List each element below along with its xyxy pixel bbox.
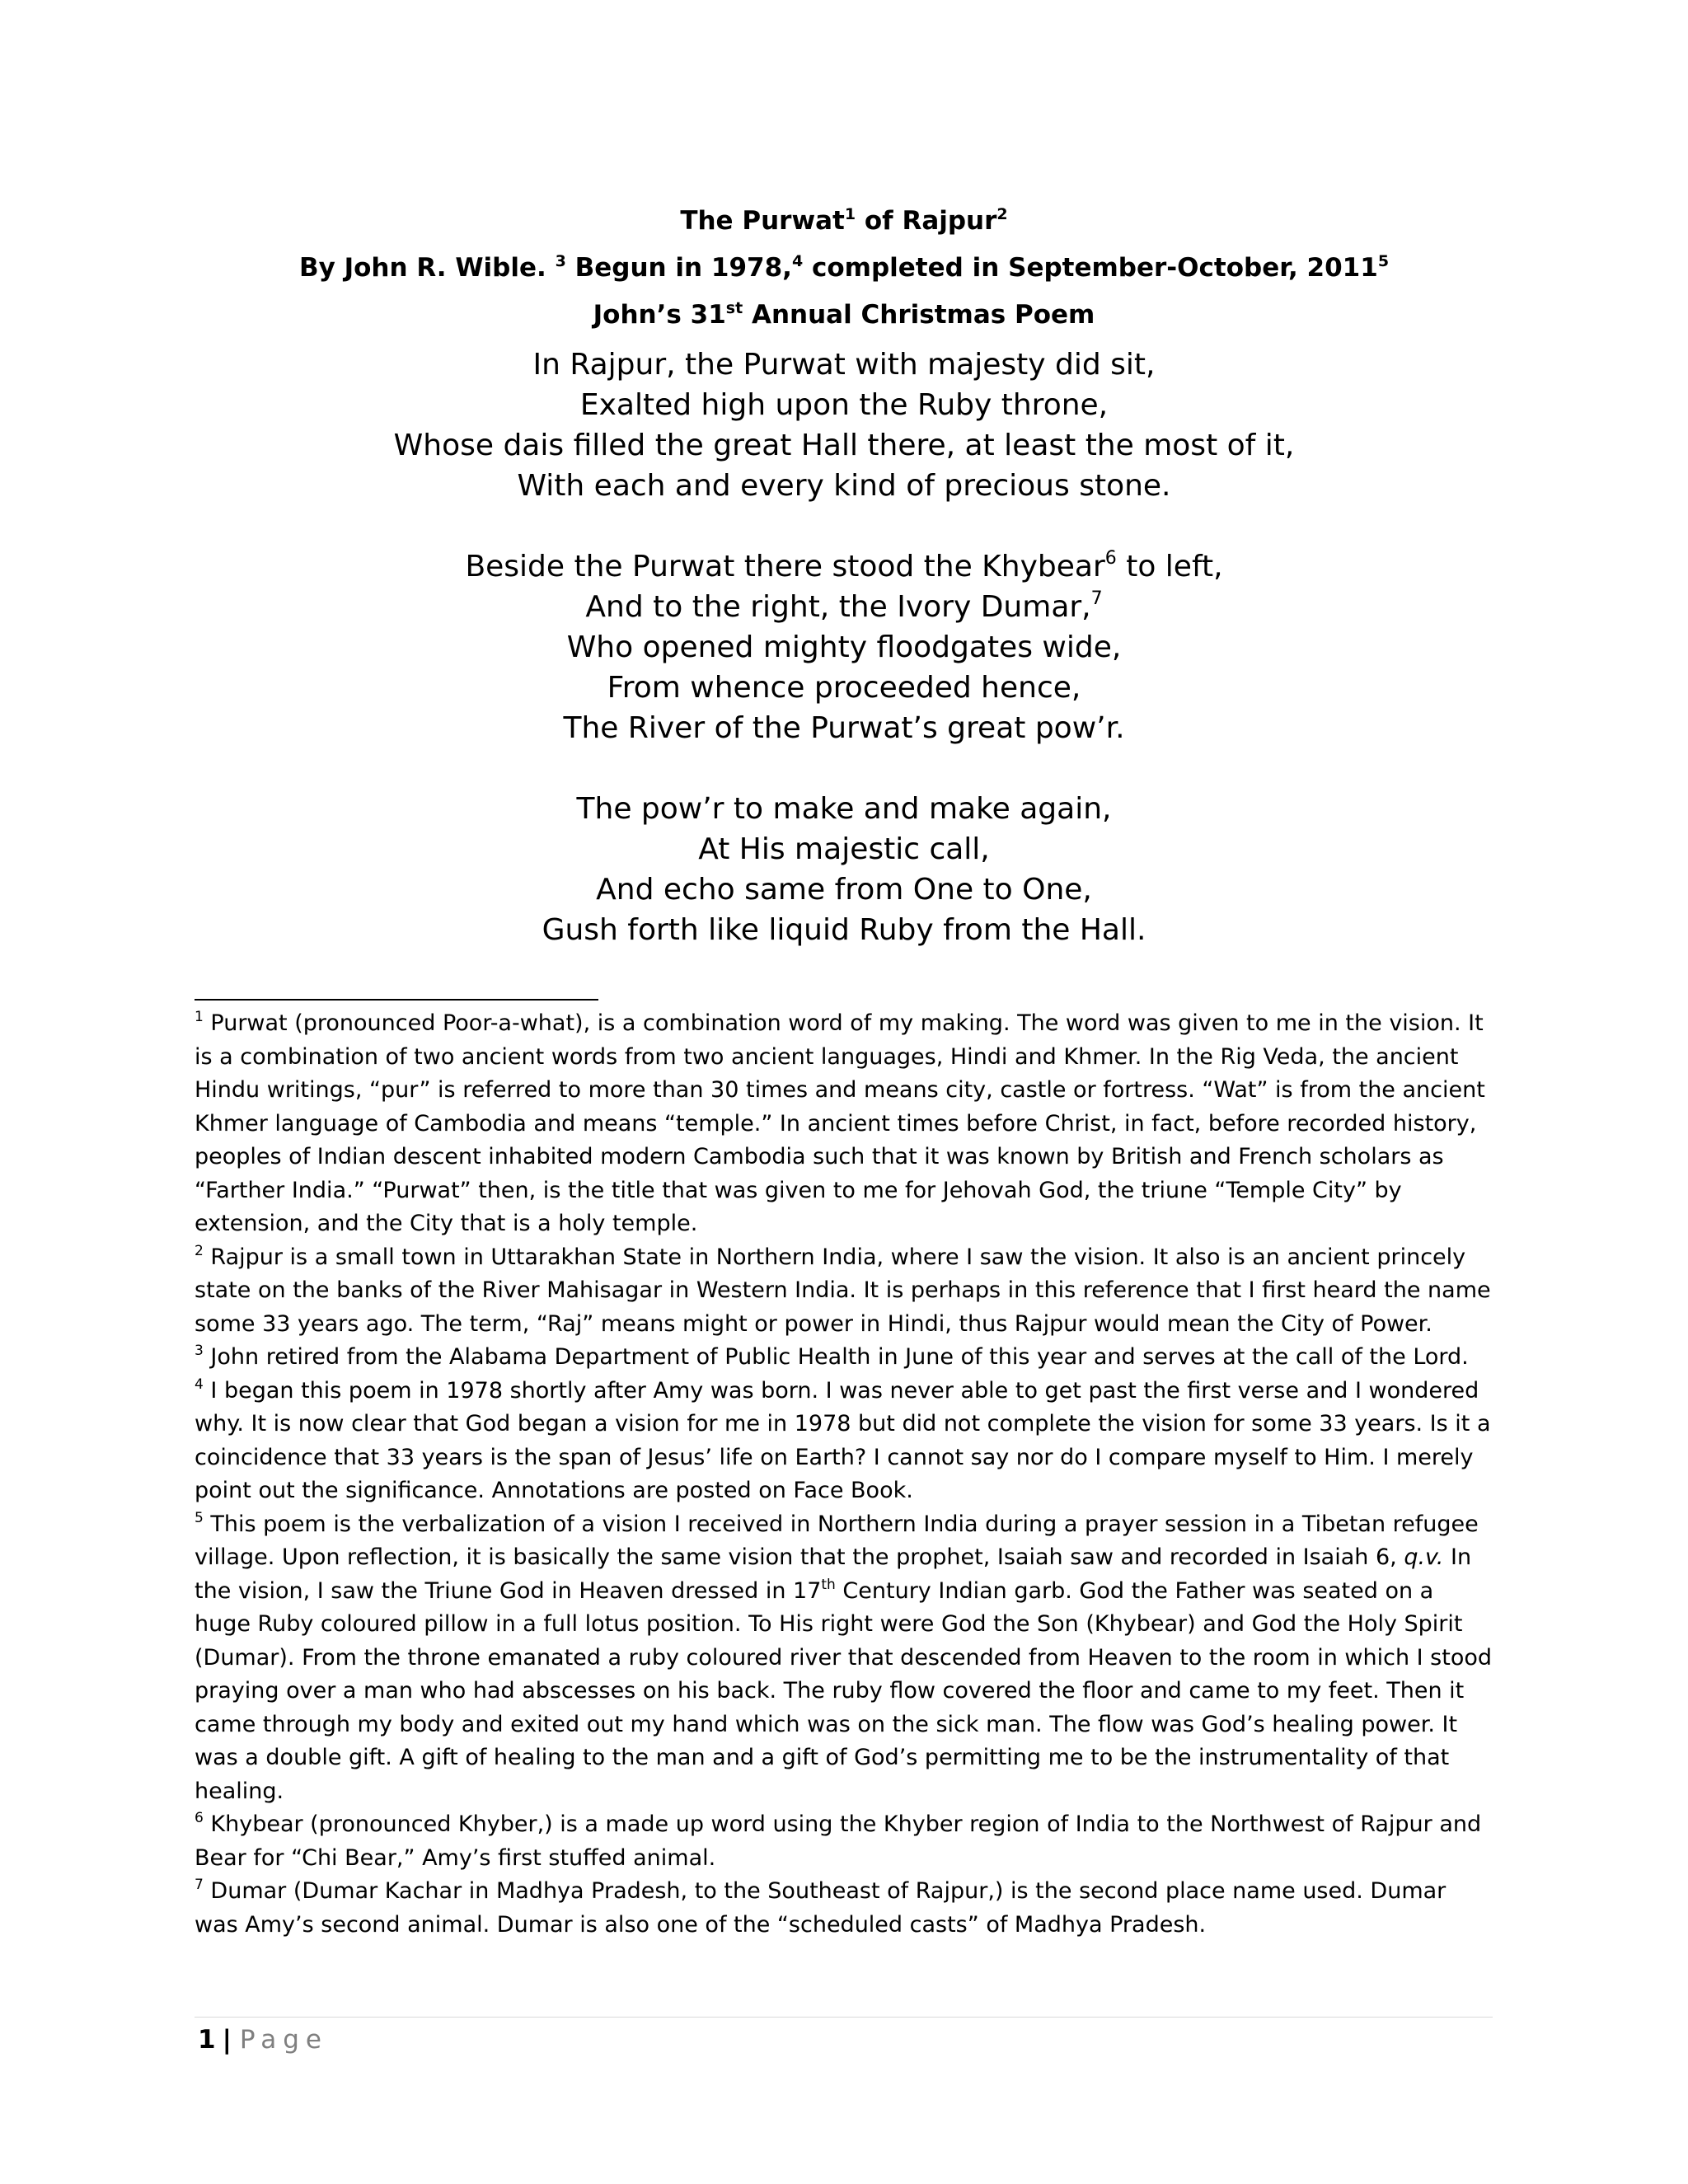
verse-line: Whose dais filled the great Hall there, at least the most of it, bbox=[393, 429, 1295, 462]
footnote-number: 6 bbox=[195, 1810, 204, 1826]
poem-body bbox=[0, 344, 1688, 991]
title-block bbox=[0, 198, 1688, 339]
footnote-number: 3 bbox=[195, 1343, 204, 1359]
page-label: Page bbox=[239, 2025, 328, 2055]
footnote-2: $^2$ Rajpur is a small town in Uttarakhan State in Northern India, where I saw the vision. It also is an ancient princely state on the banks of the River Mahisagar in Western India. It is perhaps in this reference that I first heard the name some 33 years ago. The term, “Raj” means might or power in Hindi, thus Rajpur would mean the City of Power. bbox=[195, 1242, 1491, 1337]
subtitle: John’s 31st Annual Christmas Poem bbox=[593, 299, 1095, 330]
footnote-4: $^4$ I began this poem in 1978 shortly after Amy was born. I was never able to get past the first verse and I wondered why. It is now clear that God began a vision for me in 1978 but did not complete the vision for some 33 years. Is it a coincidence that 33 years is the span of Jesus’ life on Earth? I cannot say nor do I compare myself to Him. I merely point out the significance. Annotations are posted on Face Book. bbox=[195, 1376, 1491, 1503]
page-number: 1 bbox=[198, 2025, 216, 2055]
poem-title: The Purwat$^1$ of Rajpur$^2$ bbox=[680, 205, 1008, 236]
stanza-1 bbox=[0, 344, 1688, 506]
footer-separator: | bbox=[222, 2025, 232, 2055]
footnote-5: $^5$ This poem is the verbalization of a vision I received in Northern India during a prayer session in a Tibetan refugee village. Upon reflection, it is basically the same vision that the prophet, Isaiah saw and recorded in Isaiah 6, q.v. In the vision, I saw the Triune God in Heaven dressed in 17th Century Indian garb. God the Father was seated on a huge Ruby coloured pillow in a full lotus position. To His right were God the Son (Khybear) and God the Holy Spirit (Dumar). From the throne emanated a ruby coloured river that descended from Heaven to the room in which I stood praying over a man who had abscesses on his back. The ruby flow covered the floor and came to my feet. Then it came through my body and exited out my hand which was on the sick man. The flow was God’s healing power. It was a double gift. A gift of healing to the man and a gift of God’s permitting me to be the instrumentality of that healing. bbox=[195, 1509, 1493, 1804]
footnote-ref[interactable]: 3 bbox=[555, 252, 566, 270]
footnote-7: $^7$ Dumar (Dumar Kachar in Madhya Pradesh, to the Southeast of Rajpur,) is the second place name used. Dumar was Amy’s second animal. Dumar is also one of the “scheduled casts” of Madhya Pradesh. bbox=[195, 1877, 1447, 1938]
footnote-ref[interactable]: 4 bbox=[791, 252, 804, 270]
footnote-ref[interactable]: 2 bbox=[996, 205, 1008, 223]
verse-line: And to the right, the Ivory Dumar,$^7$ bbox=[585, 588, 1103, 624]
footnote-number: 5 bbox=[195, 1509, 204, 1526]
footnotes bbox=[195, 1007, 1493, 1942]
verse-line: The pow’r to make and make again, bbox=[576, 792, 1112, 826]
footnote-number: 1 bbox=[195, 1009, 204, 1025]
footnote-ref[interactable]: 6 bbox=[1104, 548, 1117, 569]
verse-line: And echo same from One to One, bbox=[596, 873, 1092, 907]
verse-line: Gush forth like liquid Ruby from the Hall. bbox=[542, 913, 1146, 947]
stanza-2 bbox=[0, 546, 1688, 748]
footnote-separator bbox=[195, 999, 598, 1001]
verse-line: Who opened mighty floodgates wide, bbox=[566, 630, 1122, 664]
footnote-ref[interactable]: 5 bbox=[1377, 252, 1390, 270]
footer-divider bbox=[195, 2017, 1493, 2018]
footnote-number: 4 bbox=[195, 1376, 204, 1393]
verse-line: In Rajpur, the Purwat with majesty did sit, bbox=[532, 348, 1156, 382]
verse-line: The River of the Purwat’s great pow’r. bbox=[563, 711, 1125, 745]
stanza-3 bbox=[0, 789, 1688, 950]
page-footer bbox=[198, 2019, 328, 2060]
verse-line: Beside the Purwat there stood the Khybear$^6$ to left, bbox=[465, 548, 1223, 583]
footnote-ref[interactable]: 7 bbox=[1090, 588, 1103, 609]
footnote-1: $^1$ Purwat (pronounced Poor-a-what), is a combination word of my making. The word was given to me in the vision. It is a combination of two ancient words from two ancient languages, Hindi and Khmer. In the Rig Veda, the ancient Hindu writings, “pur” is referred to more than 30 times and means city, castle or fortress. “Wat” is from the ancient Khmer language of Cambodia and means “temple.” In ancient times before Christ, in fact, before recorded history, peoples of Indian descent inhabited modern Cambodia such that it was known by British and French scholars as “Farther India.” “Purwat” then, is the title that was given to me for Jehovah God, the triune “Temple City” by extension, and the City that is a holy temple. bbox=[195, 1009, 1485, 1236]
footnote-number: 2 bbox=[195, 1242, 204, 1259]
byline: By John R. Wible. $^3$ Begun in 1978,$^4$ completed in September-October, 2011$^5$ bbox=[298, 252, 1390, 283]
verse-line: From whence proceeded hence, bbox=[607, 671, 1081, 705]
footnote-ref[interactable]: 1 bbox=[844, 205, 856, 223]
footnote-3: $^3$ John retired from the Alabama Department of Public Health in June of this year and serves at the call of the Lord. bbox=[195, 1343, 1469, 1370]
verse-line: With each and every kind of precious stone. bbox=[517, 469, 1171, 503]
footnote-number: 7 bbox=[195, 1877, 204, 1893]
verse-line: At His majestic call, bbox=[698, 832, 990, 866]
verse-line: Exalted high upon the Ruby throne, bbox=[579, 388, 1109, 422]
footnote-6: $^6$ Khybear (pronounced Khyber,) is a made up word using the Khyber region of India to the Northwest of Rajpur and Bear for “Chi Bear,” Amy’s first stuffed animal. bbox=[195, 1810, 1482, 1871]
